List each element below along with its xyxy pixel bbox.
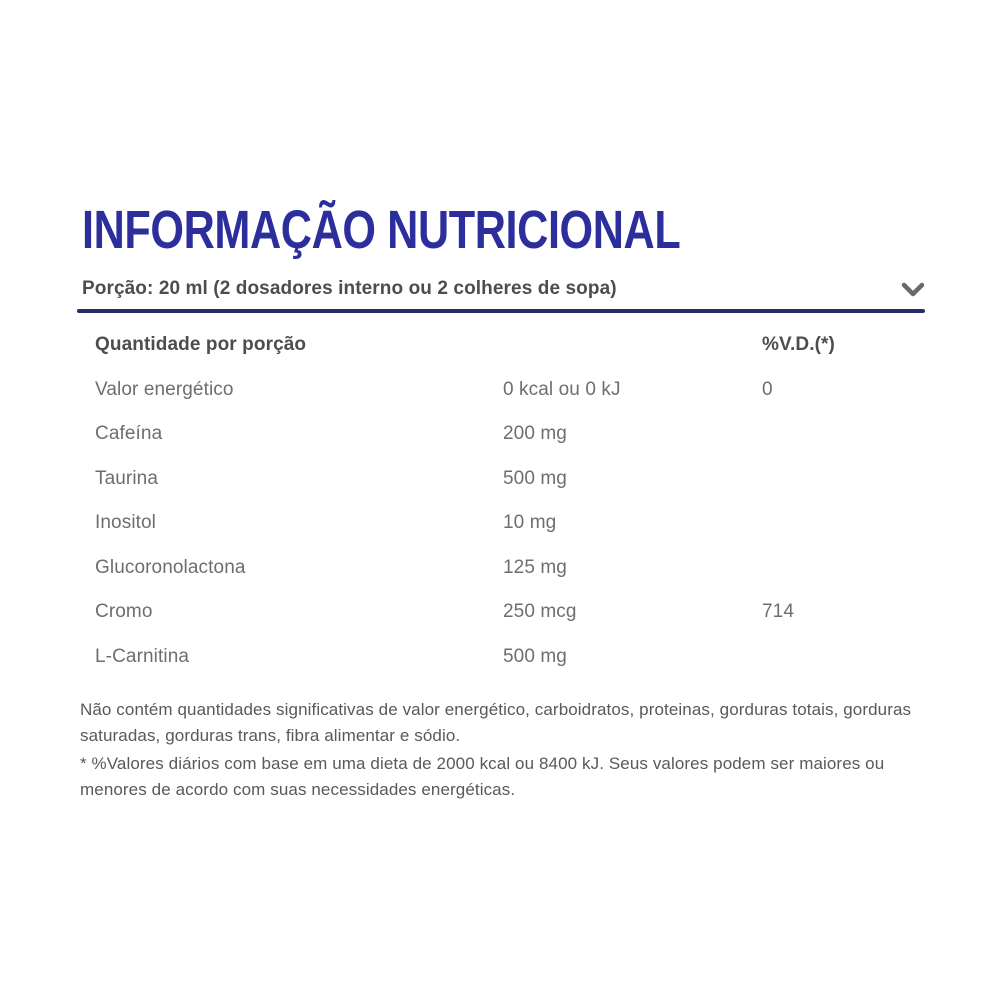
nutrient-amount: 500 mg bbox=[503, 645, 567, 667]
nutrient-name: Cromo bbox=[95, 601, 153, 623]
serving-size-text: Porção: 20 ml (2 dosadores interno ou 2 colheres de sopa) bbox=[82, 278, 617, 299]
serving-row bbox=[82, 278, 925, 304]
nutrient-dv: 0 bbox=[762, 378, 773, 400]
nutrient-amount: 250 mcg bbox=[503, 601, 577, 623]
table-row bbox=[95, 368, 925, 413]
nutrient-amount: 500 mg bbox=[503, 467, 567, 489]
column-header-quantity: Quantidade por porção bbox=[95, 334, 307, 356]
nutrient-name: Inositol bbox=[95, 512, 157, 534]
column-header-daily-value: %V.D.(*) bbox=[762, 334, 835, 356]
nutrient-name: L-Carnitina bbox=[95, 645, 190, 667]
nutrient-amount: 10 mg bbox=[503, 512, 557, 534]
table-row bbox=[95, 590, 925, 635]
chevron-down-icon[interactable] bbox=[901, 282, 925, 298]
nutrition-table bbox=[95, 323, 925, 679]
nutrient-amount: 125 mg bbox=[503, 556, 567, 578]
page-title: INFORMAÇÃO NUTRICIONAL bbox=[82, 200, 681, 260]
table-row bbox=[95, 412, 925, 457]
nutrient-amount: 200 mg bbox=[503, 423, 567, 445]
table-row bbox=[95, 457, 925, 502]
nutrient-amount: 0 kcal ou 0 kJ bbox=[503, 378, 621, 400]
nutrient-name: Glucoronolactona bbox=[95, 556, 246, 578]
footnotes bbox=[80, 697, 930, 805]
table-row bbox=[95, 501, 925, 546]
note-daily-values-basis: * %Valores diários com base em uma dieta de 2000 kcal ou 8400 kJ. Seus valores podem ser maiores ou menores de acordo com suas necessidades energéticas. bbox=[80, 754, 885, 799]
table-row bbox=[95, 546, 925, 591]
table-row bbox=[95, 635, 925, 680]
nutrient-name: Cafeína bbox=[95, 423, 163, 445]
note-no-significant-amounts: Não contém quantidades significativas de valor energético, carboidratos, proteinas, gorduras totais, gorduras saturadas, gorduras trans, fibra alimentar e sódio. bbox=[80, 700, 912, 745]
nutrient-name: Valor energético bbox=[95, 378, 234, 400]
table-header-row bbox=[95, 323, 925, 368]
nutrient-name: Taurina bbox=[95, 467, 159, 489]
nutrient-dv: 714 bbox=[762, 601, 795, 623]
divider bbox=[77, 309, 925, 313]
